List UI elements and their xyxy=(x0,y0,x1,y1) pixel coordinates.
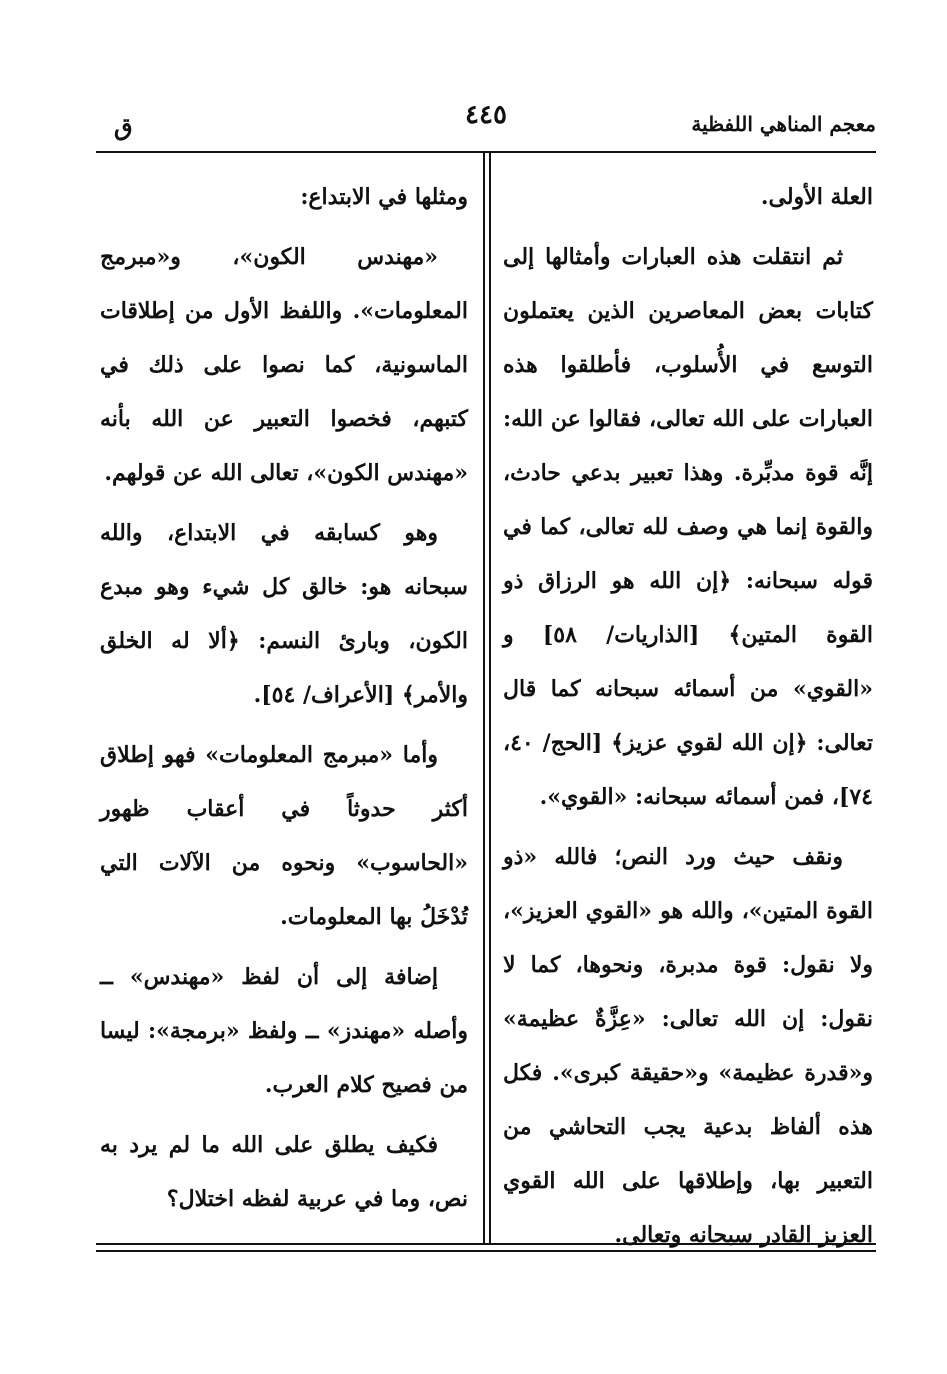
header-rule xyxy=(96,151,876,153)
running-title: معجم المناهي اللفظية xyxy=(691,112,876,136)
page-number: ٤٤٥ xyxy=(465,100,507,130)
right-paragraph-2: ثم انتقلت هذه العبارات وأمثالها إلى كتابات بعض المعاصرين الذين يعتملون التوسع في الأُسلوب، فأطلقوا هذه العبارات على الله تعالى، فقالوا عن الله: إنَّه قوة مدبِّرة. وهذا تعبير بدعي حادث، والقوة إنما هي وصف لله تعالى، كما في قوله سبحانه: ﴿إن الله هو الرزاق ذو القوة المتين﴾ [الذاريات/ ٥٨] و «القوي» من أسمائه سبحانه كما قال تعالى: ﴿إن الله لقوي عزيز﴾ [الحج/ ٤٠، ٧٤]، فمن أسمائه سبحانه: «القوي». xyxy=(503,244,873,810)
left-paragraph-2: «مهندس الكون»، و«مبرمج المعلومات». واللفظ الأول من إطلاقات الماسونية، كما نصوا على ذلك في كتبهم، فخصوا التعبير عن الله بأنه «مهندس الكون»، تعالى الله عن قولهم. xyxy=(100,244,468,486)
footer-rule xyxy=(96,1250,876,1252)
left-paragraph-5: إضافة إلى أن لفظ «مهندس» ــ وأصله «مهندز» ــ ولفظ «برمجة»: ليسا من فصيح كلام العرب. xyxy=(100,964,468,1098)
right-paragraph-3: ونقف حيث ورد النص؛ فالله «ذو القوة المتين»، والله هو «القوي العزيز»، ولا نقول: قوة مدبرة، ونحوها، كما لا نقول: إن الله تعالى: «عِزَّةٌ عظيمة» و«قدرة عظيمة» و«حقيقة كبرى». فكل هذه ألفاظ بدعية يجب التحاشي من التعبير بها، وإطلاقها على الله القوي العزيز القادر سبحانه وتعالى. xyxy=(503,844,873,1248)
left-paragraph-1: ومثلها في الابتداع: xyxy=(300,184,468,210)
footer-rule xyxy=(96,1243,876,1245)
left-paragraph-4: وأما «مبرمج المعلومات» فهو إطلاق أكثر حدوثاً في أعقاب ظهور «الحاسوب» ونحوه من الآلات التي تُدْخَلُ بها المعلومات. xyxy=(100,742,468,930)
column-divider xyxy=(483,153,485,1243)
left-paragraph-6: فكيف يطلق على الله ما لم يرد به نص، وما في عربية لفظه اختلال؟ xyxy=(100,1132,468,1212)
section-letter: ق xyxy=(114,112,133,141)
right-column xyxy=(503,170,873,1268)
column-divider xyxy=(489,153,491,1243)
left-paragraph-3: وهو كسابقه في الابتداع، والله سبحانه هو: خالق كل شيء وهو مبدع الكون، وبارئ النسم: ﴿ألا له الخلق والأمر﴾ [الأعراف/ ٥٤]. xyxy=(100,520,468,708)
left-column xyxy=(100,170,468,1232)
right-paragraph-1: العلة الأولى. xyxy=(760,184,873,210)
page-header xyxy=(96,100,876,144)
